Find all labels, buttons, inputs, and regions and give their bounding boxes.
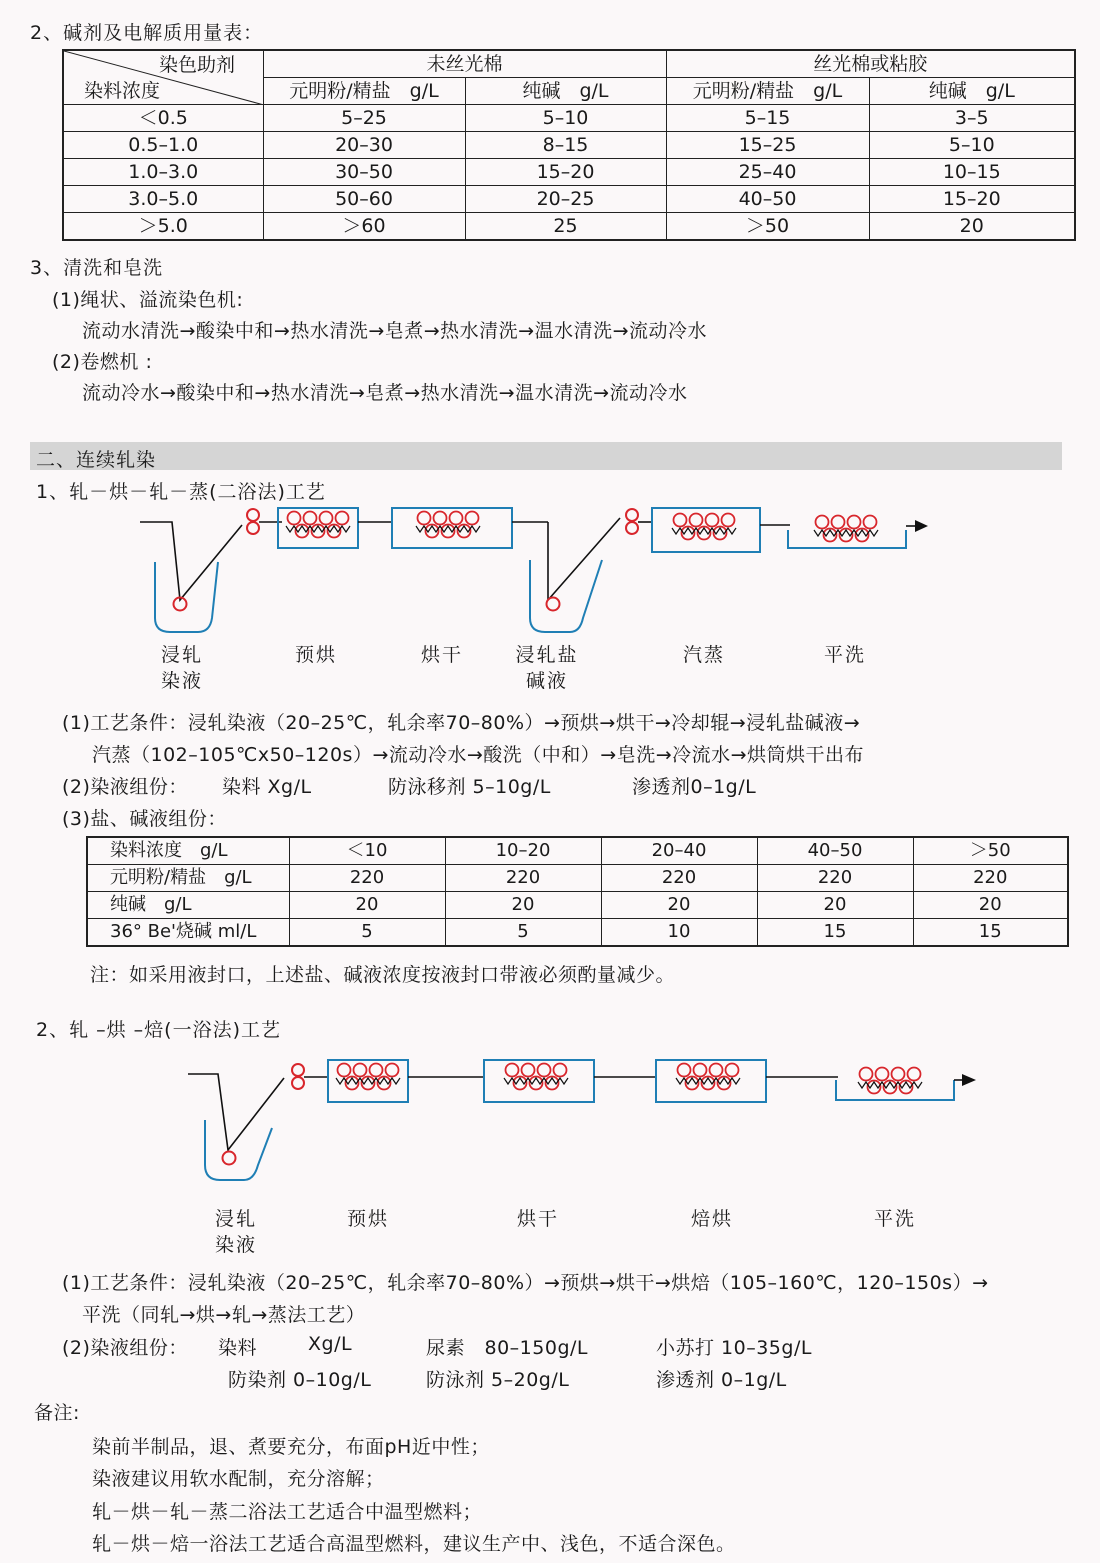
table-cell: 1.0–3.0: [63, 159, 263, 186]
section-heading-alkali-table: 2、碱剂及电解质用量表：: [30, 22, 264, 44]
table-cell: 20: [869, 213, 1075, 241]
stage-label-bake: 焙烘: [690, 1208, 733, 1230]
remark-item: 轧－烘－焙一浴法工艺适合高温型燃料，建议生产中、浅色，不适合深色。: [92, 1533, 736, 1555]
table-cell: 220: [445, 865, 601, 892]
table-cell: 220: [289, 865, 445, 892]
table-cell: 15: [913, 919, 1068, 947]
table-cell: 30–50: [263, 159, 465, 186]
table-cell: ＜0.5: [63, 105, 263, 132]
table-cell: ＞50: [913, 837, 1068, 865]
table-cell: 3.0–5.0: [63, 186, 263, 213]
table-cell: 15–25: [666, 132, 869, 159]
table-cell: 15–20: [465, 159, 666, 186]
table-cell: ＞5.0: [63, 213, 263, 241]
sub-header: 元明粉/精盐 g/L: [666, 78, 869, 105]
table-row: [63, 186, 1075, 213]
stage-label-predry: 预烘: [346, 1208, 389, 1230]
stage-label-wash: 平洗: [873, 1208, 916, 1230]
table-cell: 40–50: [757, 837, 913, 865]
table-cell: 20–25: [465, 186, 666, 213]
sub-header: 纯碱 g/L: [465, 78, 666, 105]
table-row: [63, 132, 1075, 159]
table-cell: 元明粉/精盐 g/L: [87, 865, 289, 892]
table-cell: 10–20: [445, 837, 601, 865]
table-cell: 220: [757, 865, 913, 892]
table-cell: 5–10: [465, 105, 666, 132]
washing-sub2-title: (2)卷燃机 :: [52, 351, 153, 373]
group-header-mercerized: 丝光棉或粘胶: [666, 50, 1075, 78]
table-cell: 50–60: [263, 186, 465, 213]
process2-composition-dye-amount: Xg/L: [308, 1333, 353, 1355]
table-cell: 10–15: [869, 159, 1075, 186]
sub-header: 纯碱 g/L: [869, 78, 1075, 105]
process2-composition-soda: 小苏打 10–35g/L: [656, 1337, 812, 1359]
table-cell: 5–15: [666, 105, 869, 132]
corner-bottom-label: 染料浓度: [84, 80, 161, 102]
washing-sub2-text: 流动冷水→酸染中和→热水清洗→皂煮→热水清洗→温水清洗→流动冷水: [82, 382, 688, 404]
process2-composition-title: (2)染液组份：: [62, 1337, 188, 1359]
table-cell: 220: [601, 865, 757, 892]
table-cell: 20–40: [601, 837, 757, 865]
process2-composition-resist: 防染剂 0–10g/L: [228, 1369, 372, 1391]
table-cell: 15: [757, 919, 913, 947]
process1-composition-penetrant: 渗透剂0–1g/L: [632, 776, 757, 798]
remark-item: 染前半制品，退、煮要充分，布面pH近中性；: [92, 1436, 490, 1458]
banner-title: 二、连续轧染: [36, 449, 157, 471]
section-heading-washing: 3、清洗和皂洗: [30, 257, 164, 279]
corner-header-cell: [63, 50, 263, 105]
washing-sub1-title: (1)绳状、溢流染色机:: [52, 289, 244, 311]
table-cell: 3–5: [869, 105, 1075, 132]
table-row: [63, 213, 1075, 241]
table-row: [87, 837, 1068, 865]
stage-label-dry: 烘干: [420, 644, 463, 666]
process2-title: 2、轧 –烘 –焙(一浴法)工艺: [36, 1019, 281, 1041]
sub-header: 元明粉/精盐 g/L: [263, 78, 465, 105]
process1-note: 注：如采用液封口，上述盐、碱液浓度按液封口带液必须酌量减少。: [90, 964, 676, 986]
process1-diagram: [140, 508, 928, 632]
table-cell: 染料浓度 g/L: [87, 837, 289, 865]
table-cell: 25–40: [666, 159, 869, 186]
table-row: [87, 865, 1068, 892]
process1-composition-dye: 染料 Xg/L: [222, 776, 312, 798]
table-row: [87, 919, 1068, 947]
process2-condition-line1: (1)工艺条件：浸轧染液（20–25℃，轧余率70–80%）→预烘→烘干→烘焙（105–160℃，120–150s）→: [62, 1272, 989, 1294]
process2-composition-urea: 尿素 80–150g/L: [426, 1337, 588, 1359]
table-cell: 25: [465, 213, 666, 241]
stage-label-dip-dye: 浸轧 染液: [160, 644, 203, 692]
table-cell: 纯碱 g/L: [87, 892, 289, 919]
table-cell: 20: [601, 892, 757, 919]
table-row: [87, 892, 1068, 919]
table-cell: 5–25: [263, 105, 465, 132]
remarks-title: 备注:: [34, 1402, 80, 1424]
table-cell: 20: [757, 892, 913, 919]
table-cell: 5: [445, 919, 601, 947]
section-banner: [30, 442, 1062, 470]
stage-label-dip-dye: 浸轧 染液: [214, 1208, 257, 1256]
corner-top-label: 染色助剂: [159, 54, 236, 76]
table-cell: 20: [445, 892, 601, 919]
stage-label-steam: 汽蒸: [682, 644, 725, 666]
table-cell: ＜10: [289, 837, 445, 865]
table-row: [63, 159, 1075, 186]
process1-condition-line1: (1)工艺条件：浸轧染液（20–25℃，轧余率70–80%）→预烘→烘干→冷却辊→浸轧盐碱液→: [62, 712, 861, 734]
group-header-unmercerized: 未丝光棉: [263, 50, 666, 78]
table-cell: 15–20: [869, 186, 1075, 213]
process1-composition-antimigrant: 防泳移剂 5–10g/L: [388, 776, 551, 798]
table-cell: ＞50: [666, 213, 869, 241]
washing-sub1-text: 流动水清洗→酸染中和→热水清洗→皂煮→热水清洗→温水清洗→流动冷水: [82, 320, 708, 342]
process1-composition-title: (2)染液组份：: [62, 776, 188, 798]
stage-label-wash: 平洗: [823, 644, 866, 666]
table-cell: 5: [289, 919, 445, 947]
stage-label-dip-alkali: 浸轧盐 碱液: [515, 644, 579, 692]
table-cell: 8–15: [465, 132, 666, 159]
process1-salt-title: (3)盐、碱液组份：: [62, 808, 227, 830]
process2-composition-antimigrant: 防泳剂 5–20g/L: [426, 1369, 570, 1391]
remark-item: 轧－烘－轧－蒸二浴法工艺适合中温型燃料；: [92, 1501, 483, 1523]
table-cell: 20: [289, 892, 445, 919]
table-cell: 10: [601, 919, 757, 947]
stage-label-predry: 预烘: [294, 644, 337, 666]
salt-alkali-table: [86, 836, 1069, 947]
stage-label-dry: 烘干: [516, 1208, 559, 1230]
table-cell: 20–30: [263, 132, 465, 159]
process1-title: 1、轧－烘－轧－蒸(二浴法)工艺: [36, 481, 326, 503]
process2-diagram: [188, 1060, 976, 1180]
process2-composition-dye: 染料: [218, 1337, 258, 1359]
remark-item: 染液建议用软水配制，充分溶解；: [92, 1468, 385, 1490]
alkali-electrolyte-table: [62, 49, 1076, 241]
table-cell: ＞60: [263, 213, 465, 241]
process1-condition-line2: 汽蒸（102–105℃x50–120s）→流动冷水→酸洗（中和）→皂洗→冷流水→烘筒烘干出布: [92, 744, 865, 766]
process2-composition-penetrant: 渗透剂 0–1g/L: [656, 1369, 787, 1391]
process2-condition-line2: 平洗（同轧→烘→轧→蒸法工艺）: [82, 1304, 366, 1326]
table-cell: 0.5–1.0: [63, 132, 263, 159]
table-cell: 36° Be'烧碱 ml/L: [87, 919, 289, 947]
table-cell: 40–50: [666, 186, 869, 213]
table-cell: 5–10: [869, 132, 1075, 159]
table-cell: 20: [913, 892, 1068, 919]
table-cell: 220: [913, 865, 1068, 892]
table-row: [63, 105, 1075, 132]
